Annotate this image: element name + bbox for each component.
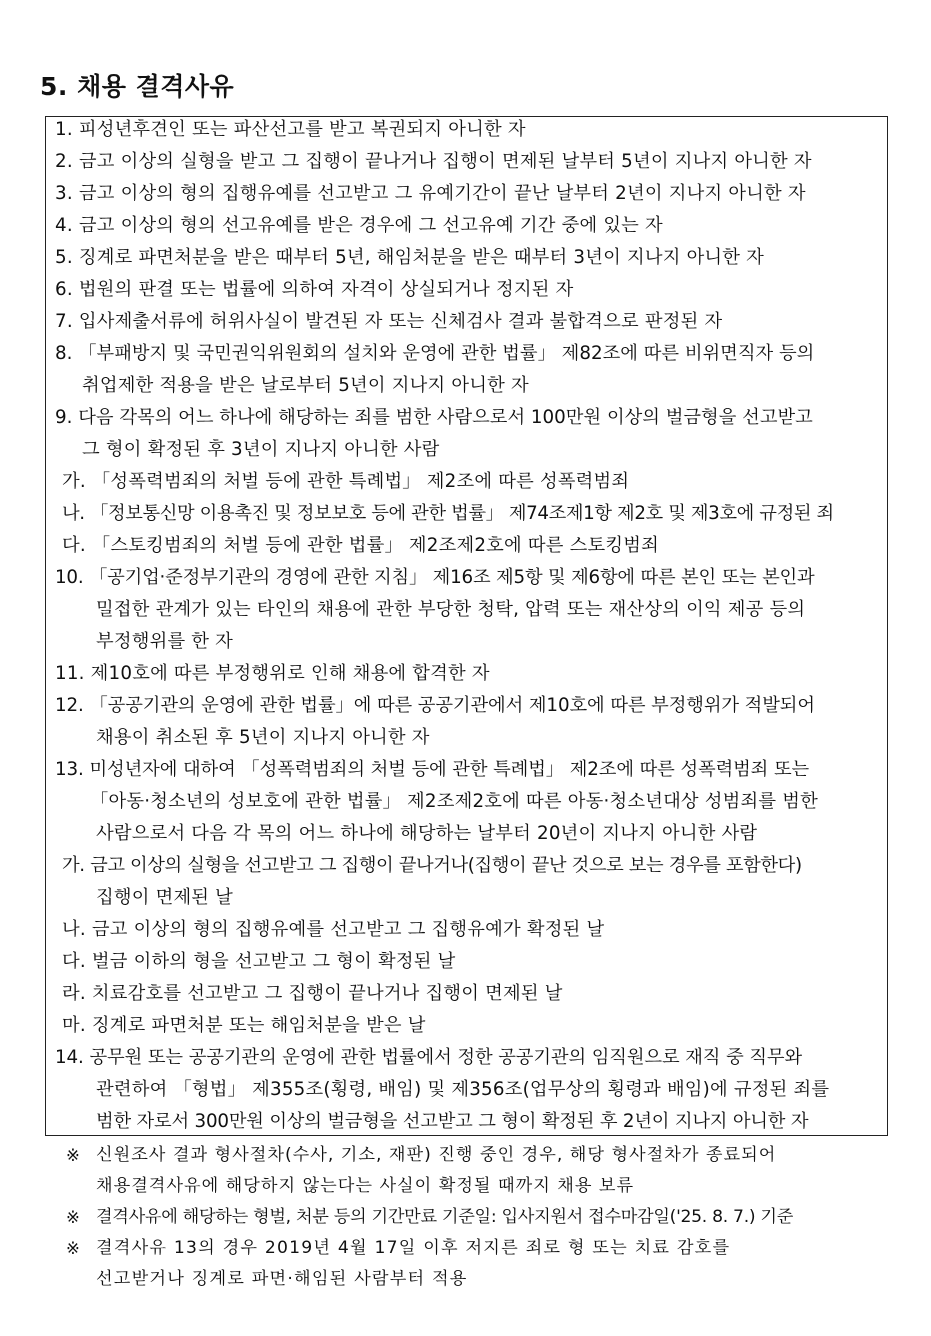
note-mark: ※ xyxy=(66,1239,80,1258)
list-line: 7. 입사제출서류에 허위사실이 발견된 자 또는 신체검사 결과 불합격으로 판정된 자 xyxy=(55,311,723,332)
list-line: 취업제한 적용을 받은 날로부터 5년이 지나지 아니한 자 xyxy=(82,375,529,396)
list-line: 사람으로서 다음 각 목의 어느 하나에 해당하는 날부터 20년이 지나지 아니한 사람 xyxy=(96,823,758,844)
list-line: 「아동·청소년의 성보호에 관한 법률」 제2조제2호에 따른 아동·청소년대상 성범죄를 범한 xyxy=(90,791,818,812)
list-line: 다. 벌금 이하의 형을 선고받고 그 형이 확정된 날 xyxy=(62,951,456,972)
list-line: 마. 징계로 파면처분 또는 해임처분을 받은 날 xyxy=(62,1015,426,1036)
list-line: 3. 금고 이상의 형의 집행유예를 선고받고 그 유예기간이 끝난 날부터 2년이 지나지 아니한 자 xyxy=(55,183,806,204)
list-line: 가. 「성폭력범죄의 처벌 등에 관한 특례법」 제2조에 따른 성폭력범죄 xyxy=(62,471,630,492)
list-line: 집행이 면제된 날 xyxy=(96,887,234,908)
list-line: 5. 징계로 파면처분을 받은 때부터 5년, 해임처분을 받은 때부터 3년이 지나지 아니한 자 xyxy=(55,247,765,268)
list-line: 채용이 취소된 후 5년이 지나지 아니한 자 xyxy=(96,727,430,748)
list-line: 부정행위를 한 자 xyxy=(96,631,234,652)
list-line: 범한 자로서 300만원 이상의 벌금형을 선고받고 그 형이 확정된 후 2년이 지나지 아니한 자 xyxy=(96,1111,809,1132)
list-line: 13. 미성년자에 대하여 「성폭력범죄의 처벌 등에 관한 특례법」 제2조에 따른 성폭력범죄 또는 xyxy=(55,759,810,780)
list-line: 8. 「부패방지 및 국민권익위원회의 설치와 운영에 관한 법률」 제82조에 따른 비위면직자 등의 xyxy=(55,343,815,364)
list-line: 가. 금고 이상의 실형을 선고받고 그 집행이 끝나거나(집행이 끝난 것으로 보는 경우를 포함한다) xyxy=(62,855,802,876)
note-line: 결격사유에 해당하는 형벌, 처분 등의 기간만료 기준일: 입사지원서 접수마감일('25. 8. 7.) 기준 xyxy=(96,1207,794,1227)
note-mark: ※ xyxy=(66,1146,80,1165)
note-line: 결격사유 13의 경우 2019년 4월 17일 이후 저지른 죄로 형 또는 치료 감호를 xyxy=(96,1238,731,1258)
list-line: 나. 「정보통신망 이용촉진 및 정보보호 등에 관한 법률」 제74조제1항 제2호 및 제3호에 규정된 죄 xyxy=(62,503,834,524)
list-line: 관련하여 「형법」 제355조(횡령, 배임) 및 제356조(업무상의 횡령과 배임)에 규정된 죄를 xyxy=(96,1079,830,1100)
note-mark: ※ xyxy=(66,1208,80,1227)
list-line: 밀접한 관계가 있는 타인의 채용에 관한 부당한 청탁, 압력 또는 재산상의 이익 제공 등의 xyxy=(96,599,806,620)
list-line: 라. 치료감호를 선고받고 그 집행이 끝나거나 집행이 면제된 날 xyxy=(62,983,563,1004)
list-line: 다. 「스토킹범죄의 처벌 등에 관한 법률」 제2조제2호에 따른 스토킹범죄 xyxy=(62,535,659,556)
list-line: 12. 「공공기관의 운영에 관한 법률」에 따른 공공기관에서 제10호에 따른 부정행위가 적발되어 xyxy=(55,695,815,716)
note-line: 채용결격사유에 해당하지 않는다는 사실이 확정될 때까지 채용 보류 xyxy=(96,1176,635,1196)
note-line: 선고받거나 징계로 파면·해임된 사람부터 적용 xyxy=(96,1269,468,1289)
list-line: 14. 공무원 또는 공공기관의 운영에 관한 법률에서 정한 공공기관의 임직원으로 재직 중 직무와 xyxy=(55,1047,803,1068)
list-line: 4. 금고 이상의 형의 선고유예를 받은 경우에 그 선고유예 기간 중에 있는 자 xyxy=(55,215,663,236)
list-line: 2. 금고 이상의 실형을 받고 그 집행이 끝나거나 집행이 면제된 날부터 5년이 지나지 아니한 자 xyxy=(55,151,812,172)
list-line: 나. 금고 이상의 형의 집행유예를 선고받고 그 집행유예가 확정된 날 xyxy=(62,919,605,940)
list-line: 6. 법원의 판결 또는 법률에 의하여 자격이 상실되거나 정지된 자 xyxy=(55,279,574,300)
list-line: 9. 다음 각목의 어느 하나에 해당하는 죄를 범한 사람으로서 100만원 이상의 벌금형을 선고받고 xyxy=(55,407,813,428)
list-line: 10. 「공기업·준정부기관의 경영에 관한 지침」 제16조 제5항 및 제6항에 따른 본인 또는 본인과 xyxy=(55,567,815,588)
list-line: 그 형이 확정된 후 3년이 지나지 아니한 사람 xyxy=(82,439,440,460)
list-line: 11. 제10호에 따른 부정행위로 인해 채용에 합격한 자 xyxy=(55,663,490,684)
section-title: 5. 채용 결격사유 xyxy=(40,72,235,101)
note-line: 신원조사 결과 형사절차(수사, 기소, 재판) 진행 중인 경우, 해당 형사절차가 종료되어 xyxy=(96,1145,777,1165)
list-line: 1. 피성년후견인 또는 파산선고를 받고 복권되지 아니한 자 xyxy=(55,119,526,140)
